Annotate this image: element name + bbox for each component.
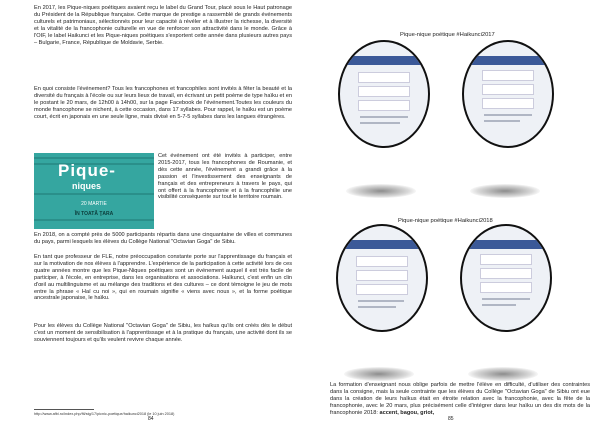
facebook-post	[356, 284, 408, 295]
facebook-screenshot-oval	[462, 40, 554, 148]
paragraph-teacher-training	[330, 382, 590, 417]
facebook-post	[480, 254, 532, 265]
paragraph-label-grand-tour: En 2017, les Pique-niques poétiques avaient reçu le label du Grand Tour, placé sous le Haut patronage du Président de la République française. Cette marque de prestige a rassemblé de grands événements culturels et patrimoniaux, sélectionnés pour leur capacité à révéler et à illustrer la richesse, la diversité et la vitalité de la francophonie culturelle en vue de renforcer son attractivité dans le monde. Grâce à l'OIF, le label Haikunci et les Pique-niques poétiques s'exportent cette année dans plusieurs autres pays – Bulgarie, France, République de Moldavie, Serbie.	[34, 5, 292, 46]
facebook-text-line	[358, 306, 396, 308]
right-page	[300, 0, 600, 424]
paragraph-bold-words: accent, bagou, griot,	[379, 409, 435, 416]
caption-2017: Pique-nique poétique #Haikunci2017	[400, 32, 495, 38]
paragraph-students-haiku: Pour les élèves du Collège National "Octavian Goga" de Sibiu, les haïkus qu'ils ont créés dès le début c'est un moment de sensibilisation à l'apprentissage et à la pratique du français, une activité dont ils se souviennent toujours et qu'ils veulent revivre chaque année.	[34, 323, 292, 343]
banner-tag: ÎN TOATĂ ŢARA	[74, 211, 114, 217]
facebook-text-line	[358, 300, 404, 302]
facebook-text-line	[360, 116, 408, 118]
paragraph-fle-teacher: En tant que professeur de FLE, notre préoccupation constante porte sur l'apprentissage du français et sur la motivation de nos élèves à l'apprendre. L'expérience de la participation à cette activité lors de ces quatre années montre que les Pique-Niques poétiques sont un événement auquel il est très facile de participer, à l'école, en entreprise, dans les organisations et associations. Haïkunci, c'est enfin un clin d'œil au multilinguisme et au mélange des traditions et des cultures – ce dont témoigne le jeu de mots entre la phrase « Haï cu noi », qui en roumain signifie « viens avec nous », et la forme poétique ancestrale japonaise, le haïku.	[34, 254, 292, 302]
facebook-screenshot-oval	[336, 224, 428, 332]
banner-date: 20 MARTIE	[81, 201, 107, 207]
oval-shadow	[346, 184, 416, 198]
facebook-header-bar	[462, 240, 550, 249]
facebook-text-line	[482, 304, 516, 306]
facebook-screenshot-oval	[460, 224, 552, 332]
pique-niques-banner-image	[34, 153, 154, 229]
oval-shadow	[470, 184, 540, 198]
banner-subtitle: niques	[72, 181, 102, 191]
facebook-text-line	[482, 298, 530, 300]
facebook-post	[480, 268, 532, 279]
oval-shadow	[468, 367, 538, 381]
paragraph-text: La formation d'enseignant nous oblige parfois de mettre l'élève en difficulté, d'utiliser des contraintes dans la consigne, mais la seule contrainte que les élèves du Collège "Octavian Goga" de Sibiu ont eue dans la création de leurs haïkus était en étroite relation avec la francophonie, avec la fête de la francophonie, avec le 20 mars, plus précisément celle d'intégrer dans leur haïku un des dix mots de la francophonie 2018:	[330, 382, 590, 416]
facebook-text-line	[484, 120, 520, 122]
page-number-left: 84	[148, 416, 154, 422]
footnote-divider	[34, 409, 94, 410]
facebook-header-bar	[464, 56, 552, 65]
facebook-screenshot-oval	[338, 40, 430, 148]
facebook-post	[482, 98, 534, 109]
facebook-post	[358, 100, 410, 111]
footnote: http://www.afbi.ro/index.php/ftl/stg/17/picnic-poetique/haikunci2018 (le 10 juin 2018)	[34, 412, 175, 416]
facebook-post	[356, 270, 408, 281]
facebook-post	[358, 72, 410, 83]
facebook-header-bar	[340, 56, 428, 65]
facebook-text-line	[360, 122, 400, 124]
page-number-right: 85	[448, 416, 454, 422]
paragraph-event-description: En quoi consiste l'événement? Tous les francophones et francophiles sont invités à fêter la beauté et la diversité du français à l'école ou sur leurs lieux de travail, en écrivant un petit poème de type haïku et en le postant le 20 mars, de 12h00 à 14h00, sur la page Facebook de l'événement.Toutes les couleurs du monde francophone se nichent, à cette occasion, dans 17 syllabes. Pour rappel, le haïku est un poème court, écrit en japonais en une seule ligne, mais divisé en 5-7-5 syllabes dans les langues étrangères.	[34, 86, 292, 120]
facebook-header-bar	[338, 240, 426, 249]
facebook-post	[482, 84, 534, 95]
facebook-post	[358, 86, 410, 97]
paragraph-participants: Cet événement ont été invités à participer, entre 2015-2017, tous les francophones de Roumanie, et dès cette année, l'événement a grandi grâce à la passion et l'investissement des enseignants de français et des entrepreneurs à travers le pays, qui ont offert à la francophonie et à la francophilie une visibilité conséquente sur tout le territoire roumain.	[158, 153, 292, 201]
facebook-post	[356, 256, 408, 267]
facebook-text-line	[484, 114, 532, 116]
paragraph-2018-participation: En 2018, on a compté près de 5000 participants répartis dans une cinquantaine de villes et communes du pays, parmi lesquels les élèves du Collège National "Octavian Goga" de Sibiu.	[34, 232, 292, 245]
facebook-post	[480, 282, 532, 293]
facebook-post	[482, 70, 534, 81]
oval-shadow	[344, 367, 414, 381]
caption-2018: Pique-nique poétique #Haikunci2018	[398, 218, 493, 224]
banner-title: Pique-	[58, 161, 116, 180]
